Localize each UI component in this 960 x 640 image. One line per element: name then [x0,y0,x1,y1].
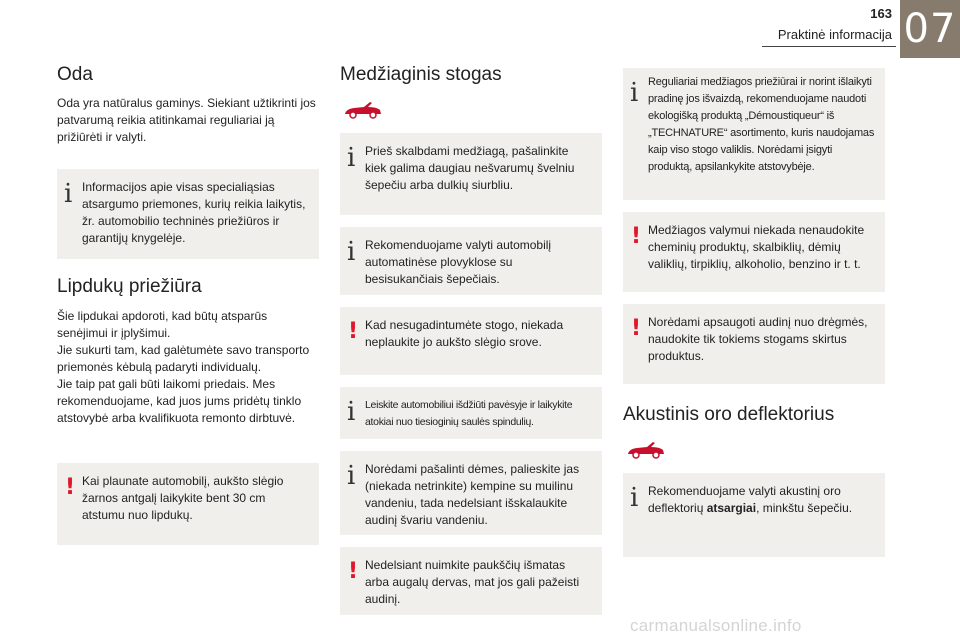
stogas-heading: Medžiaginis stogas [340,64,502,85]
warning-icon: ! [348,319,359,344]
stogas-info-note-2 [340,227,602,295]
convertible-car-icon [342,97,384,121]
stogas-warning-note-1 [340,307,602,375]
stogas-warning-text-2: Nedelsiant nuimkite paukščių išmatas arba augalų dervas, mat jos gali pažeisti audinį. [365,558,580,606]
oda-info-text: Informacijos apie visas specialiąsias atsargumo priemones, kurių reikia laikytis, žr. automobilio techninės priežiūros ir garantijų knygelėje. [82,180,306,245]
info-icon: i [630,78,639,108]
dregme-warning-note [623,304,885,384]
header-rule [762,46,896,47]
deflektorius-heading: Akustinis oro deflektorius [623,404,835,425]
lipduku-paragraph-1: Šie lipdukai apdoroti, kad būtų atsparūs senėjimui ir įplyšimui. [57,309,268,340]
stogas-info-note-1 [340,133,602,215]
column-right [623,68,885,557]
stogas-warning-text-1: Kad nesugadintumėte stogo, niekada neplaukite jo aukšto slėgio srove. [365,318,564,349]
oda-info-note [57,169,319,259]
deflektorius-text-bold: atsargiai [706,501,757,515]
info-icon: i [347,237,356,267]
oda-heading: Oda [57,64,93,85]
stogas-info-text-4: Norėdami pašalinti dėmes, palieskite jas (niekada netrinkite) kempine su muilinu vandeniu, tada nedelsiant išskalaukite audinį švariu vandeniu. [365,462,580,527]
oda-text: Oda yra natūralus gaminys. Siekiant užtikrinti jos patvarumą reikia atitinkamai reguliariai ją prižiūrėti ir valyti. [57,96,316,144]
stogas-info-note-3 [340,387,602,439]
lipduku-body [57,308,319,427]
stogas-info-text-3: Leiskite automobiliui išdžiūti pavėsyje ir laikykite atokiai nuo tiesioginių saulės spindulių. [365,399,573,428]
watermark: carmanualsonline.info [630,616,802,635]
lipduku-paragraph-3: Jie taip pat gali būti laikomi priedais. Mes rekomenduojame, kad juos jums pridėtų tinklo atstovybė arba kvalifikuota remonto dirbtuvė. [57,377,302,425]
chemija-warning-note [623,212,885,292]
column-left [57,60,319,545]
page-number: 163 [870,6,892,21]
lipduku-heading: Lipdukų priežiūra [57,276,202,297]
warning-icon: ! [65,475,76,500]
info-icon: i [347,397,356,427]
lipduku-warning-text: Kai plaunate automobilį, aukšto slėgio žarnos antgalį laikykite bent 30 cm atstumu nuo lipdukų. [82,474,284,522]
deflektorius-text-pre: Rekomenduojame valyti akustinį oro deflektorių [648,484,841,515]
warning-icon: ! [631,316,642,341]
dregme-warning-text: Norėdami apsaugoti audinį nuo drėgmės, naudokite tik tokiems stogams skirtus produktus. [648,315,868,363]
info-icon: i [64,179,73,209]
chemija-warning-text: Medžiagos valymui niekada nenaudokite cheminių produktų, skalbiklių, dėmių valiklių, tirpiklių, alkoholio, benzino ir t. t. [648,223,865,271]
warning-icon: ! [631,224,642,249]
lipduku-paragraph-2: Jie sukurti tam, kad galėtumėte savo transporto priemonės kėbulą padaryti individualų. [57,343,310,374]
stogas-info-text-1: Prieš skalbdami medžiagą, pašalinkite kiek galima daugiau nešvarumų švelniu šepečiu arba dulkių siurbliu. [365,144,575,192]
warning-icon: ! [348,559,359,584]
deflektorius-info-note [623,473,885,557]
convertible-car-icon [625,437,667,461]
valiklis-info-note [623,68,885,200]
chapter-tab: 07 [900,0,960,58]
stogas-info-note-4 [340,451,602,535]
valiklis-info-text: Reguliariai medžiagos priežiūrai ir norint išlaikyti pradinę jos išvaizdą, rekomenduojame naudoti ekologišką produktą „Démoustiqueur“ iš „TECHNATURE“ asortimento, kuris naudojamas kaip viso stogo valiklis. Norėdami įsigyti produktą, apsilankykite atstovybėje. [648,76,875,173]
column-middle [340,60,602,615]
stogas-warning-note-2 [340,547,602,615]
deflektorius-text-post: , minkštu šepečiu. [756,501,853,515]
info-icon: i [630,483,639,513]
section-title: Praktinė informacija [777,27,892,42]
stogas-info-text-2: Rekomenduojame valyti automobilį automatinėse plovyklose su besisukančiais šepečiais. [365,238,552,286]
info-icon: i [347,143,356,173]
info-icon: i [347,461,356,491]
lipduku-warning-note [57,463,319,545]
